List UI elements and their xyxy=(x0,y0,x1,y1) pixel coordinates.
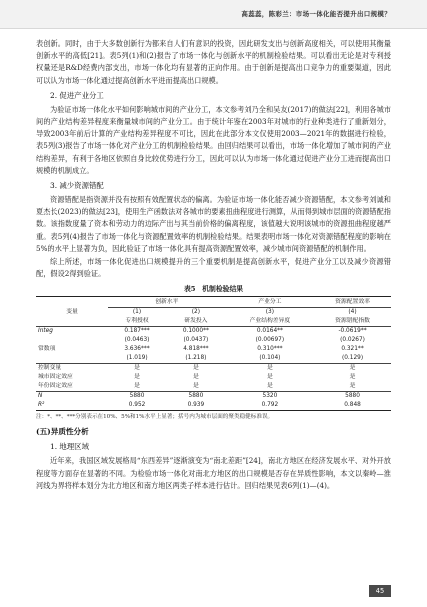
table-cell: 5880 xyxy=(314,392,391,402)
table-cell: 是 xyxy=(166,364,226,374)
page-body xyxy=(36,38,391,493)
table-cell: 0.0164** xyxy=(256,328,283,335)
col-name-3: 产业结构差异度 xyxy=(226,317,314,327)
row-label-r2: R² xyxy=(36,401,108,411)
page-number: 45 xyxy=(369,585,391,597)
table-row xyxy=(36,354,391,364)
table-cell: 是 xyxy=(192,374,199,381)
table-cell: 5880 xyxy=(166,392,226,402)
table-row xyxy=(36,327,391,337)
col-name-2: 研发投入 xyxy=(166,317,226,327)
table-cell: 0.792 xyxy=(226,401,314,411)
table-cell: 是 xyxy=(266,383,273,390)
table-row xyxy=(36,336,391,345)
paragraph-innovation: 表创新。同时，由于大多数创新行为都来自人们有意识的投资，因此研发支出与创新高度相关，可以使用其衡量创新水平的高低[21]。表5列(1)和(2)报告了市场一体化与创新水平的机制检验结果。可以看出无论是对专利授权量还是R&D经费内部支出，市场一体化均有显著的正向作用。由于创新是提高出口竞争力的重要渠道，因此可以认为市场一体化通过提高创新水平进而提高出口规模。 xyxy=(36,39,391,85)
table-cell: 0.187*** xyxy=(124,328,150,335)
table-row xyxy=(36,401,391,411)
table-cell: 0.321** xyxy=(341,346,364,353)
table-cell: 0.1000** xyxy=(182,328,209,335)
col-num-1: (1) xyxy=(132,309,142,316)
table-row xyxy=(36,373,391,382)
table-cell: 0.952 xyxy=(108,401,166,411)
col-num-3: (3) xyxy=(265,309,274,316)
row-label-n: N xyxy=(36,392,108,402)
row-label-year-fe: 年份固定效应 xyxy=(38,383,73,390)
col-num-4: (4) xyxy=(348,309,357,316)
col-name-4: 资源错配指数 xyxy=(314,317,391,327)
row-label-city-fe: 城市固定效应 xyxy=(38,374,73,381)
table-cell-se: (0.0267) xyxy=(340,337,365,344)
table-cell: 是 xyxy=(192,383,199,390)
group-header-division: 产业分工 xyxy=(226,297,314,308)
table-cell: 4.818*** xyxy=(183,346,209,353)
paragraph-region: 近年来，我国区域发展格局“东西差异”逐渐演变为“南北差距”[24]，南北方地区在经济发展水平、对外开放程度等方面存在显著的不同。为检验市场一体化对南北方地区的出口规模是否存在异质性影响，本文以秦岭—淮河线为界将样本划分为北方地区和南方地区两类子样本进行估计。回归结果见表6列(1)—(4)。 xyxy=(36,456,391,490)
table-cell-se: (0.129) xyxy=(341,355,364,362)
header-bar xyxy=(0,0,427,29)
table-stub-header: 变量 xyxy=(36,297,108,327)
subheading-industrial-division: 2. 促进产业分工 xyxy=(50,90,104,100)
running-head: 高蕊蕊，陈彩兰：市场一体化能否提升出口规模？ xyxy=(241,10,391,18)
table-cell: 是 xyxy=(266,374,273,381)
paragraph-summary: 综上所述，市场一体化促进出口规模提升的三个重要机制是提高创新水平，促进产业分工以及减少资源错配，假设2得到验证。 xyxy=(36,257,391,279)
col-num-2: (2) xyxy=(191,309,200,316)
table-cell: 3.636*** xyxy=(124,346,150,353)
table-cell: 5320 xyxy=(226,392,314,402)
subheading-region: 1. 地理区域 xyxy=(50,442,89,452)
table-cell-se: (1.019) xyxy=(126,355,148,362)
table-row xyxy=(36,364,391,374)
paragraph-resource-misallocation: 资源错配是指资源并没有按照有效配置状态的偏离。为验证市场一体化能否减少资源错配，本文参考刘诚和夏杰长(2023)的做法[23]，使用生产函数法对各城市的要素扭曲程度进行测算，从而得到城市层面的资源错配指数。该指数度量了资本和劳动力的边际产出与其当前价格的偏离程度，该值越大说明该城市的资源扭曲程度越严重。表5列(4)报告了市场一体化与资源配置效率的机制检验结果。结果表明市场一体化对资源错配程度的影响在5%的水平上显著为负，因此验证了市场一体化具有提高资源配置效率，减少城市间资源错配的机制作用。 xyxy=(36,195,391,253)
table-cell: 5880 xyxy=(108,392,166,402)
table-title: 表5 机制检验结果 xyxy=(183,285,244,294)
table-cell: 0.848 xyxy=(314,401,391,411)
table-cell: 是 xyxy=(314,364,391,374)
group-header-allocation: 资源配置效率 xyxy=(314,297,391,308)
table-cell: 0.939 xyxy=(166,401,226,411)
mechanism-table xyxy=(36,284,391,422)
table-row xyxy=(36,392,391,402)
table-note: 注：*、**、***分别表示在10%、5%和1%水平上显著；括号内为城市层面的聚类稳健标准误。 xyxy=(36,414,274,421)
table-row xyxy=(36,382,391,392)
table-cell: 是 xyxy=(108,364,166,374)
row-label-constant: 常数项 xyxy=(38,346,56,353)
row-label-controls: 控制变量 xyxy=(36,364,108,374)
table-cell: 是 xyxy=(226,364,314,374)
table-cell-se: (0.0437) xyxy=(183,337,209,344)
group-header-innovation: 创新水平 xyxy=(108,297,226,308)
col-name-1: 专利授权 xyxy=(108,317,166,327)
table-cell: 是 xyxy=(134,374,140,381)
table-cell-se: (0.00697) xyxy=(255,337,285,344)
table-cell: 是 xyxy=(349,383,356,390)
paragraph-industrial-division: 为验证市场一体化水平如何影响城市间的产业分工，本文参考刘乃全和吴友(2017)的做法[22]，利用各城市间的产业结构差异程度来衡量城市间的产业分工。由于统计年鉴在2003年对城市的行业种类进行了重新划分，导致2003年前后计算的产业结构差异程度不可比，因此在此部分本文仅使用2003—2021年的数据进行检验，表5列(3)报告了市场一体化对产业分工的机制检验结果。由回归结果可以看出，市场一体化增加了城市间的产业结构差异，有利于各地区依照自身比较优势进行分工，因此可以认为市场一体化通过促进产业分工进而提高出口规模的机制成立。 xyxy=(36,104,391,175)
subheading-resource-misallocation: 3. 减少资源错配 xyxy=(50,181,104,191)
table-cell: 是 xyxy=(134,383,140,390)
row-label-integ: Integ xyxy=(38,328,53,335)
section-heading-heterogeneity: (五)异质性分析 xyxy=(36,427,89,437)
table-row xyxy=(36,345,391,354)
results-table xyxy=(36,296,391,411)
table-cell-se: (0.0463) xyxy=(124,337,150,344)
table-cell: 0.310*** xyxy=(257,346,283,353)
table-cell: -0.0619** xyxy=(338,328,367,335)
table-cell-se: (0.104) xyxy=(259,355,281,362)
table-cell: 是 xyxy=(349,374,356,381)
table-cell-se: (1.218) xyxy=(185,355,207,362)
